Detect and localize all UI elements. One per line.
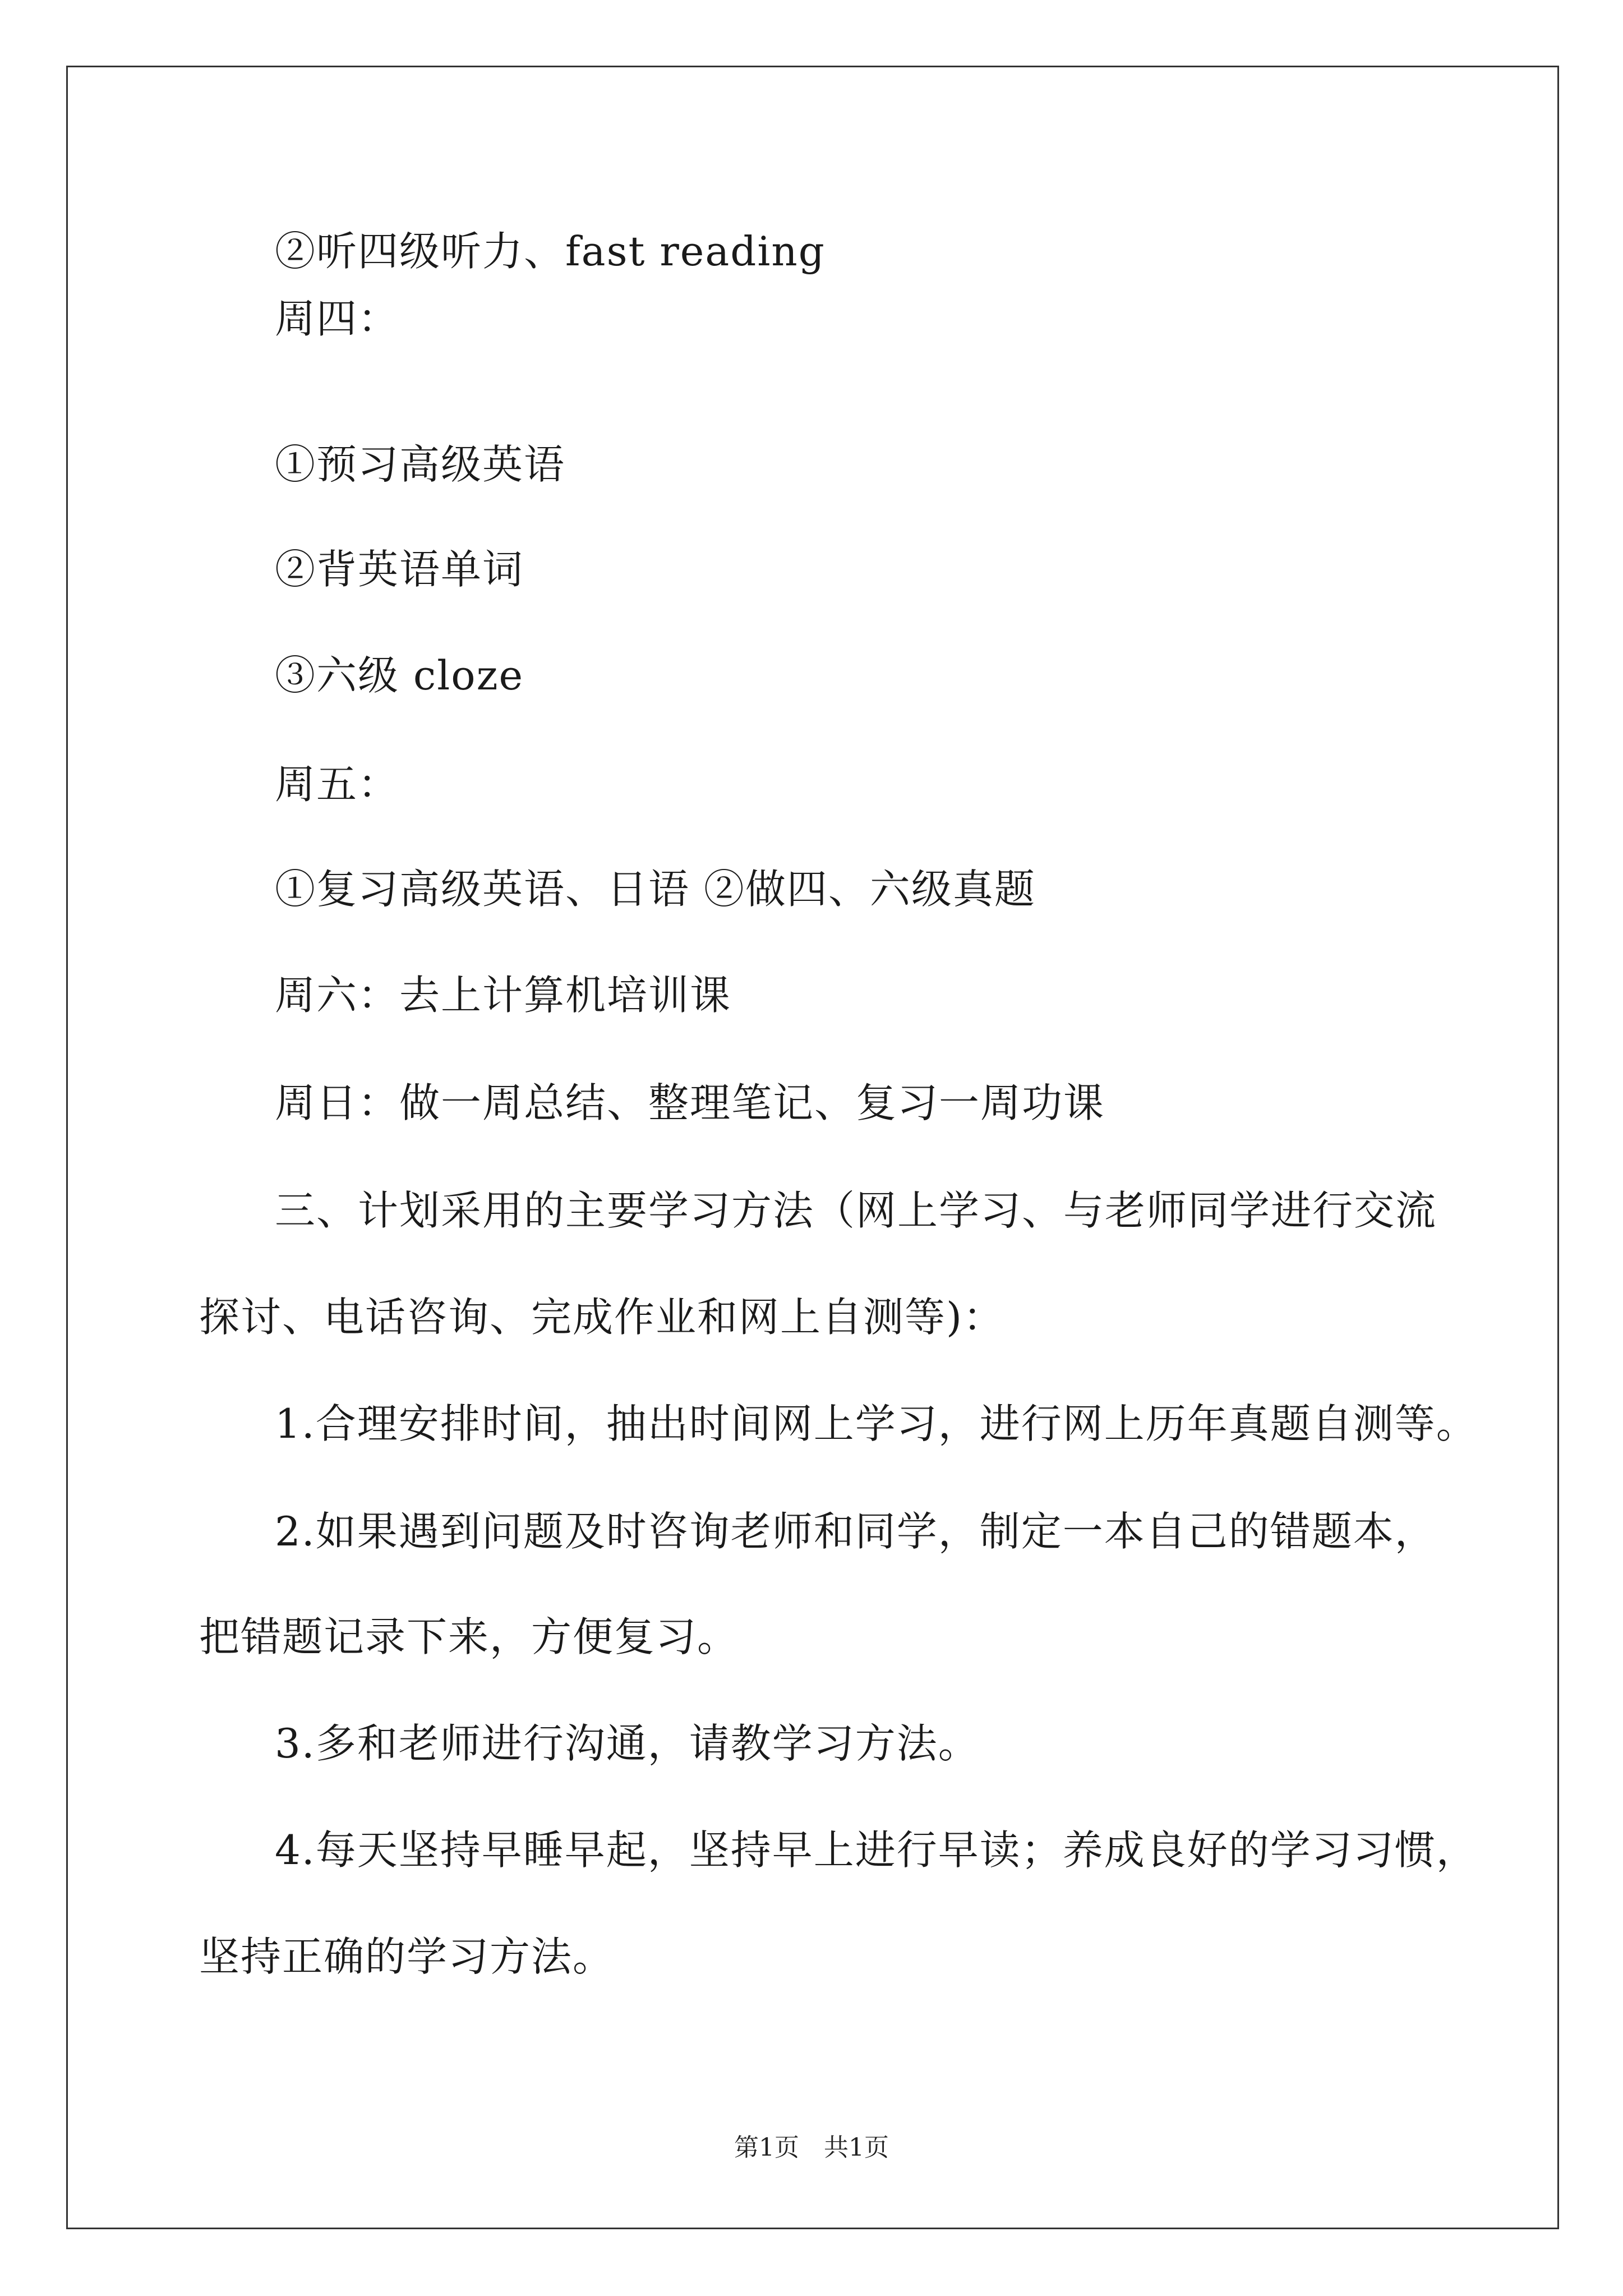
list-item-2: 2.如果遇到问题及时咨询老师和同学，制定一本自己的错题本， xyxy=(275,1508,1436,1555)
list-item-3: 3.多和老师进行沟通，请教学习方法。 xyxy=(275,1720,980,1767)
text-line: 探讨、电话咨询、完成作业和网上自测等)： xyxy=(199,1294,1005,1341)
text-line: ②背英语单词 xyxy=(275,546,524,593)
list-item-2-cont: 把错题记录下来，方便复习。 xyxy=(199,1613,739,1660)
text-line: ③六级 cloze xyxy=(275,652,524,699)
list-item-4: 4.每天坚持早睡早起，坚持早上进行早读；养成良好的学习习惯， xyxy=(275,1826,1478,1874)
section-heading-methods: 三、计划采用的主要学习方法（网上学习、与老师同学进行交流 xyxy=(275,1187,1437,1234)
text-line-sunday: 周日：做一周总结、整理笔记、复习一周功课 xyxy=(275,1079,1105,1126)
section-heading-friday: 周五： xyxy=(275,761,400,808)
text-line-saturday: 周六：去上计算机培训课 xyxy=(275,972,732,1019)
text-line: ①预习高级英语 xyxy=(275,441,566,488)
section-heading-thursday: 周四： xyxy=(275,295,400,342)
text-line: ①复习高级英语、日语 ②做四、六级真题 xyxy=(275,866,1036,913)
list-item-4-cont: 坚持正确的学习方法。 xyxy=(199,1933,615,1980)
text-line: ②听四级听力、fast reading xyxy=(275,228,826,275)
list-item-1: 1.合理安排时间，抽出时间网上学习，进行网上历年真题自测等。 xyxy=(275,1400,1478,1447)
page-number: 第1页 共1页 xyxy=(734,2133,889,2162)
